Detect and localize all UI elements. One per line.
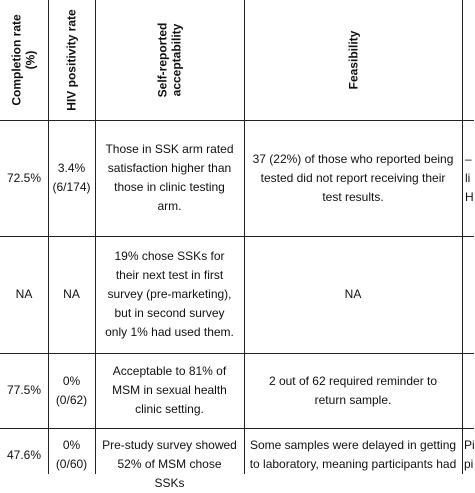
column-divider — [462, 0, 463, 474]
truncated-text: li — [465, 170, 471, 185]
hiv-count: (0/62) — [55, 392, 88, 407]
completion-value: NA — [15, 287, 33, 301]
acceptability-text: Acceptable to 81% of MSM in sexual health clinic setting. — [112, 364, 227, 416]
header-acceptability-line1: Self-reported — [155, 22, 170, 98]
table-cell-truncated — [463, 428, 474, 474]
hiv-count: (0/60) — [55, 457, 88, 471]
table-cell-completion — [0, 120, 48, 236]
feasibility-text: 37 (22%) of those who reported being tested did not report receiving their test results. — [252, 151, 454, 204]
header-feasibility — [244, 0, 462, 120]
feasibility-text: 2 out of 62 required reminder to return sample. — [268, 373, 438, 407]
truncated-text: Pi — [464, 438, 475, 452]
table-cell-feasibility — [244, 428, 462, 474]
table-cell-hiv — [48, 120, 95, 236]
table-cell-acceptability — [95, 353, 244, 428]
table-cell-feasibility — [244, 353, 462, 428]
completion-value: 47.6% — [6, 448, 42, 462]
acceptability-text: Pre-study survey showed 52% of MSM chose SSKs — [102, 438, 237, 490]
header-hiv-label: HIV positivity rate — [64, 9, 79, 111]
truncated-text: pi — [464, 457, 474, 471]
truncated-text: H — [465, 189, 474, 204]
hiv-rate: NA — [63, 287, 80, 301]
table-cell-acceptability — [95, 120, 244, 236]
table-cell-acceptability — [95, 236, 244, 353]
header-feasibility-label: Feasibility — [346, 30, 360, 90]
hiv-rate: 3.4% — [57, 161, 86, 175]
feasibility-text: NA — [344, 287, 362, 301]
table-cell-hiv — [48, 236, 95, 353]
header-completion-line2: (%) — [24, 50, 38, 70]
header-completion-rate — [0, 0, 48, 120]
table-cell-truncated — [463, 120, 474, 236]
feasibility-text: Some samples were delayed in getting to laboratory, meaning participants had — [249, 438, 457, 471]
hiv-rate: 0% — [62, 373, 81, 388]
hiv-count: (6/174) — [52, 180, 91, 194]
table-cell-feasibility — [244, 120, 462, 236]
table-cell-feasibility — [244, 236, 462, 353]
truncated-text: – — [465, 151, 472, 166]
completion-value: 72.5% — [6, 170, 42, 185]
table-cell-completion — [0, 428, 48, 474]
acceptability-text: 19% chose SSKs for their next test in first survey (pre-marketing), but in second survey only 1% had used them. — [105, 249, 234, 339]
table-cell-completion — [0, 353, 48, 428]
acceptability-text: Those in SSK arm rated satisfaction higher than those in clinic testing arm. — [105, 142, 234, 213]
table-cell-hiv — [48, 353, 95, 428]
table-cell-hiv — [48, 428, 95, 474]
header-acceptability — [95, 0, 244, 120]
completion-value: 77.5% — [6, 383, 42, 397]
header-completion-line1: Completion rate — [10, 14, 24, 106]
header-hiv-positivity — [48, 0, 95, 120]
header-acceptability-line2: acceptability — [169, 23, 184, 97]
table-cell-completion — [0, 236, 48, 353]
table-cell-acceptability — [95, 428, 244, 490]
hiv-rate: 0% — [62, 438, 81, 452]
